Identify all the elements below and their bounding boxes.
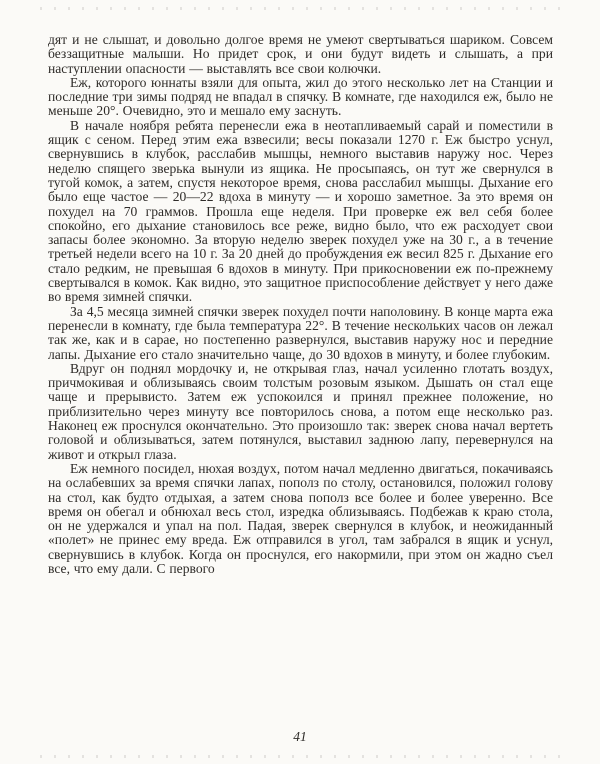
page-number: 41 bbox=[293, 729, 307, 744]
paragraph: Еж, которого юннаты взяли для опыта, жил до этого несколько лет на Станции и последние три зимы подряд не впадал в спячку. В комнате, где находился еж, было не меньше 20°. Очевидно, это и мешало ему заснуть. bbox=[48, 74, 553, 119]
scan-artifact-top bbox=[40, 7, 560, 10]
paragraph: Вдруг он поднял мордочку и, не открывая глаз, начал усиленно глотать воздух, причмокивая и облизываясь своим толстым розовым языком. Дышать он стал еще чаще и прерывисто. Затем еж успокоился и принял прежнее положение, но приблизительно через минуту все повторилось снова, а потом еще несколько раз. Наконец еж проснулся окончательно. Это произошло так: зверек снова начал вертеть головой и облизываться, затем потянулся, выставил заднюю лапу, перевернулся на живот и открыл глаза. bbox=[48, 360, 553, 462]
paragraph: За 4,5 месяца зимней спячки зверек похудел почти наполовину. В конце марта ежа перенесли в комнату, где была температура 22°. В течение нескольких часов он лежал так же, как и в сарае, но постепенно развернулся, выставив наружу нос и передние лапы. Дыхание его стало значительно чаще, до 30 вдохов в минуту, и более глубоким. bbox=[48, 303, 553, 362]
paragraph: дят и не слышат, и довольно долгое время не умеют свертываться шариком. Совсем беззащитные малыши. Но придет срок, и они будут видеть и слышать, а при наступлении опасности — выставлять все свои колючки. bbox=[48, 32, 553, 76]
paragraph: В начале ноября ребята перенесли ежа в неотапливаемый сарай и поместили в ящик с сеном. Перед этим ежа взвесили; весы показали 1270 г. Еж быстро уснул, свернувшись в клубок, расслабив мышцы, немного выставив наружу нос. Через неделю спящего зверька вынули из ящика. Не просыпаясь, он тут же свернулся в тугой комок, а затем, спустя некоторое время, снова расслабил мышцы. Дыхание его было еще частое — 20—22 вдоха в минуту — и хорошо заметное. За это время он похудел на 70 граммов. Прошла еще неделя. При проверке еж вел себя более спокойно, его дыхание становилось все реже, видно было, что еж расходует свои запасы более экономно. За вторую неделю зверек похудел уже на 30 г., а в течение третьей недели всего на 10 г. За 20 дней до пробуждения еж весил 825 г. Дыхание его стало редким, не превышая 6 вдохов в минуту. При прикосновении еж по-прежнему свертывался в комок. Как видно, это защитное приспособление действует у него даже во время зимней спячки. bbox=[48, 117, 553, 305]
paragraph: Еж немного посидел, нюхая воздух, потом начал медленно двигаться, покачиваясь на ослабевших за время спячки лапах, пополз по столу, остановился, положил голову на стол, как будто отдыхая, а затем снова пополз все более и более уверенно. Все время он обегал и обнюхал весь стол, изредка облизываясь. Подбежав к краю стола, он не удержался и упал на пол. Падая, зверек свернулся в клубок, и неожиданный «полет» не принес ему вреда. Еж отправился в угол, там забрался в ящик и уснул, свернувшись в клубок. Когда он проснулся, его накормили, при этом он жадно съел все, что ему дали. С первого bbox=[48, 460, 553, 576]
text-block bbox=[48, 33, 553, 576]
scan-artifact-bottom bbox=[40, 755, 560, 758]
